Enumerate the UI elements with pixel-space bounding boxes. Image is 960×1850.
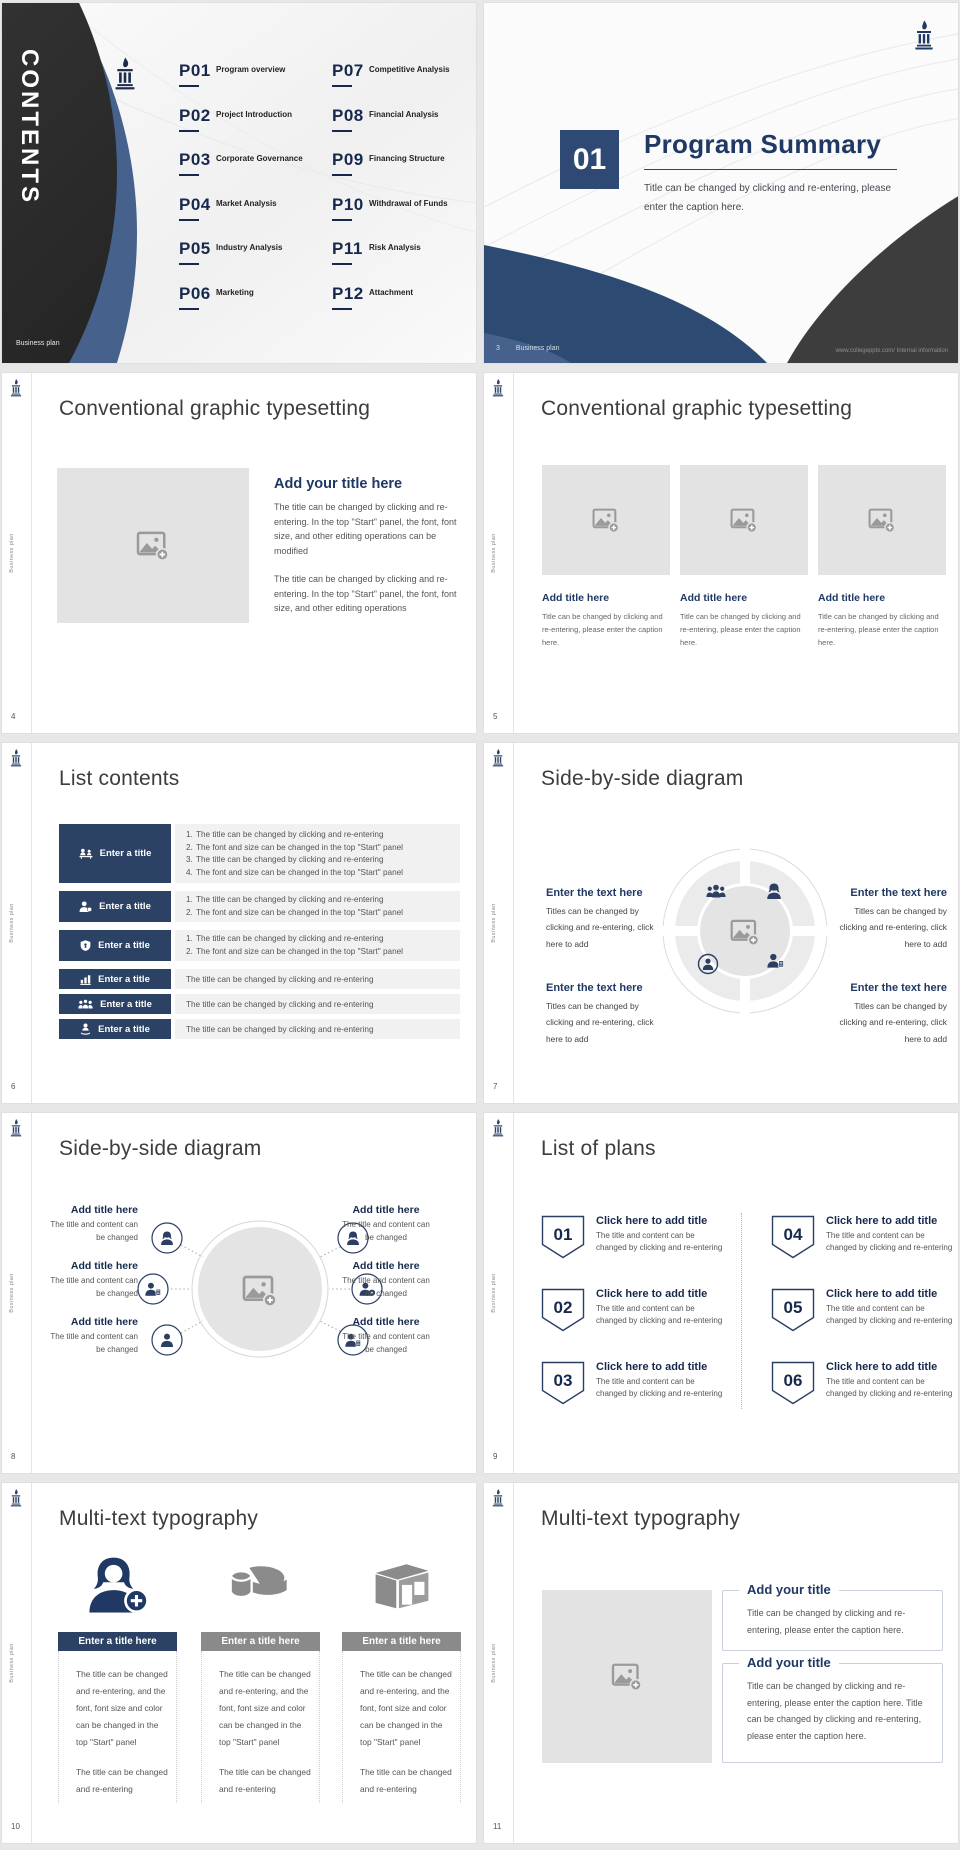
- text-block[interactable]: [50, 1316, 138, 1357]
- column-text: [342, 1651, 461, 1803]
- column-paragraph: The title can be changed and re-entering: [360, 1767, 452, 1794]
- block-caption: The title and content can be changed: [342, 1332, 430, 1354]
- list-line-text: The font and size can be changed in the top "Start" panel: [196, 907, 404, 917]
- enter-title-bar[interactable]: Enter a title here: [58, 1632, 177, 1651]
- text-block[interactable]: [50, 1204, 138, 1245]
- image-placeholder[interactable]: [542, 1590, 712, 1763]
- page-number: 4: [11, 712, 16, 721]
- block-caption: Titles can be changed by clicking and re-entering, click here to add: [839, 1001, 947, 1044]
- footer-business-plan: Business plan: [16, 340, 60, 347]
- block-caption: Titles can be changed by clicking and re-entering, click here to add: [546, 1001, 654, 1044]
- column-paragraph: The title can be changed and re-entering, and the font, font size and color can be changed in the top "Start" panel: [219, 1669, 311, 1747]
- block-title: Add title here: [70, 1204, 138, 1216]
- toc-label: Financing Structure: [369, 154, 445, 163]
- page-number: 7: [493, 1082, 498, 1091]
- column-paragraph: The title can be changed and re-entering, and the font, font size and color can be changed in the top "Start" panel: [76, 1669, 168, 1747]
- toc-number: P06: [179, 284, 324, 310]
- enter-title-bar[interactable]: Enter a title here: [201, 1632, 320, 1651]
- toc-column-left: [179, 61, 324, 328]
- slide-title: Multi-text typography: [59, 1507, 259, 1530]
- slide-multi-text-columns[interactable]: [1, 1482, 477, 1844]
- toc-item[interactable]: [179, 195, 324, 240]
- image-placeholder[interactable]: [680, 465, 808, 575]
- sidebar-business-plan-label: Business plan: [9, 1273, 15, 1313]
- list-line-text: The font and size can be changed in the top "Start" panel: [196, 946, 404, 956]
- list-row: [59, 994, 460, 1014]
- toc-item[interactable]: [179, 106, 324, 151]
- enter-title-button[interactable]: [59, 930, 171, 961]
- list-line-text: The title can be changed by clicking and re-entering: [196, 830, 384, 839]
- enter-title-bar[interactable]: Enter a title here: [342, 1632, 461, 1651]
- slide-title: List of plans: [541, 1137, 656, 1160]
- pie-cylinder-icon: [201, 1555, 320, 1611]
- button-label: Enter a title: [100, 998, 152, 1010]
- text-block[interactable]: [829, 887, 947, 952]
- toc-number: P10: [332, 195, 477, 221]
- block-title: Enter the text here: [850, 982, 947, 994]
- plan-caption: The title and content can be changed by clicking and re-entering: [596, 1377, 723, 1398]
- toc-label: Competitive Analysis: [369, 65, 450, 74]
- list-text-panel: 1. The title can be changed by clicking and re-entering 2. The font and size can be changed in the top "Start" panel: [175, 930, 460, 961]
- toc-item[interactable]: [332, 195, 477, 240]
- plan-item[interactable]: [826, 1288, 959, 1327]
- plan-number-badge: [541, 1361, 585, 1405]
- plan-item[interactable]: [596, 1288, 746, 1327]
- column-flame-logo-icon: [114, 57, 136, 91]
- toc-label: Industry Analysis: [216, 243, 283, 252]
- card-caption: Title can be changed by clicking and re-entering, please enter the caption here.: [680, 612, 801, 647]
- toc-label: Project Introduction: [216, 109, 292, 119]
- enter-title-button[interactable]: [59, 891, 171, 922]
- page-number: 5: [493, 712, 498, 721]
- svg-text:03: 03: [553, 1371, 573, 1390]
- toc-item[interactable]: [332, 61, 477, 106]
- image-placeholder-icon: [136, 531, 170, 561]
- block-title: Add title here: [352, 1316, 420, 1328]
- toc-number: P07: [332, 61, 477, 87]
- list-text-panel: [175, 1019, 460, 1039]
- block-caption: The title and content can be changed: [50, 1220, 138, 1242]
- plan-caption: The title and content can be changed by clicking and re-entering: [596, 1304, 723, 1325]
- section-title: Program Summary: [644, 129, 882, 159]
- slide-side-by-side-ring[interactable]: [483, 742, 959, 1104]
- plan-title: Click here to add title: [596, 1361, 708, 1373]
- list-line-text: The title can be changed by clicking and re-entering: [186, 1024, 374, 1034]
- column-paragraph: The title can be changed and re-entering, and the font, font size and color can be changed in the top "Start" panel: [360, 1669, 452, 1747]
- cover-vertical-title: CONTENTS: [16, 49, 43, 205]
- block-title: Add title here: [352, 1260, 420, 1272]
- sidebar-business-plan-label: Business plan: [491, 533, 497, 573]
- margin-divider: [31, 1483, 32, 1843]
- footer-site-info: www.collegepptx.com/ Internal information: [835, 348, 948, 354]
- plan-number-badge: [771, 1288, 815, 1332]
- svg-text:05: 05: [783, 1298, 803, 1317]
- toc-number: P01: [179, 61, 324, 87]
- list-line-text: The font and size can be changed in the top "Start" panel: [196, 842, 404, 852]
- text-frame[interactable]: [722, 1655, 943, 1763]
- block-caption: Titles can be changed by clicking and re-entering, click here to add: [546, 906, 654, 949]
- plan-number-badge: [541, 1288, 585, 1332]
- slide-title: Multi-text typography: [541, 1507, 741, 1530]
- toc-label: Market Analysis: [216, 198, 277, 208]
- page-number: 9: [493, 1452, 498, 1461]
- toc-number: P08: [332, 106, 477, 132]
- section-number-box: 01: [560, 130, 619, 189]
- list-line-text: The title can be changed by clicking and re-entering: [196, 895, 384, 904]
- slide-title: Conventional graphic typesetting: [59, 397, 371, 420]
- toc-item[interactable]: [332, 106, 477, 151]
- text-block[interactable]: [829, 982, 947, 1047]
- button-label: Enter a title: [99, 901, 151, 912]
- plan-item[interactable]: [826, 1215, 959, 1254]
- meeting-icon: [79, 848, 93, 859]
- toc-item[interactable]: [332, 239, 477, 284]
- enter-title-button[interactable]: [59, 994, 171, 1014]
- list-text-panel: 1. The title can be changed by clicking and re-entering 2. The font and size can be changed in the top "Start" panel 3. The title can be changed by clicking and re-entering 4. The font and size can be changed in the top "Start" panel: [175, 824, 460, 883]
- page-number: 6: [11, 1082, 16, 1091]
- column-flame-logo-icon: [492, 1119, 504, 1137]
- button-label: Enter a title: [99, 848, 152, 859]
- margin-divider: [513, 373, 514, 733]
- content-heading: Add your title here: [274, 476, 403, 492]
- margin-divider: [513, 743, 514, 1103]
- frame-title: Add your title: [739, 1655, 839, 1670]
- block-title: Add title here: [352, 1204, 420, 1216]
- toc-number: P03: [179, 150, 324, 176]
- plan-caption: The title and content can be changed by clicking and re-entering: [826, 1231, 953, 1252]
- list-line-text: The title can be changed by clicking and re-entering: [186, 999, 374, 1009]
- slide-list-of-plans[interactable]: [483, 1112, 959, 1474]
- card-title: Add title here: [818, 592, 886, 604]
- footer-business-plan: Business plan: [515, 345, 560, 352]
- toc-item[interactable]: [179, 61, 324, 106]
- slide-section-program-summary[interactable]: [483, 2, 959, 364]
- plan-title: Click here to add title: [596, 1288, 708, 1300]
- toc-number: P09: [332, 150, 477, 176]
- page-number: 10: [11, 1822, 20, 1831]
- block-caption: The title and content can be changed: [342, 1220, 430, 1242]
- image-placeholder[interactable]: [542, 465, 670, 575]
- sidebar-business-plan-label: Business plan: [491, 1273, 497, 1313]
- column-flame-logo-icon: [492, 749, 504, 767]
- list-row: [59, 969, 460, 989]
- plan-item[interactable]: [826, 1361, 959, 1400]
- list-line-text: The title can be changed by clicking and re-entering: [196, 934, 384, 943]
- sidebar-business-plan-label: Business plan: [491, 1643, 497, 1683]
- column-flame-logo-icon: [492, 1489, 504, 1507]
- slide-title: List contents: [59, 767, 180, 790]
- ring-diagram: [661, 847, 829, 1015]
- woman-add-icon: [58, 1555, 177, 1613]
- block-title: Add title here: [70, 1260, 138, 1272]
- toc-item[interactable]: [179, 150, 324, 195]
- toc-number: P04: [179, 195, 324, 221]
- toc-column-right: [332, 61, 477, 328]
- toc-item[interactable]: [332, 150, 477, 195]
- column-flame-logo-icon: [10, 749, 22, 767]
- plan-caption: The title and content can be changed by clicking and re-entering: [826, 1304, 953, 1325]
- content-paragraph: The title can be changed by clicking and re-entering. In the top "Start" panel, the font, font size, and other editing operations: [274, 574, 457, 614]
- plan-title: Click here to add title: [826, 1215, 938, 1227]
- image-placeholder-icon: [730, 508, 758, 533]
- sidebar-business-plan-label: Business plan: [9, 903, 15, 943]
- slide-conventional-typesetting-3[interactable]: [483, 372, 959, 734]
- slide-title: Side-by-side diagram: [541, 767, 744, 790]
- button-label: Enter a title: [98, 973, 150, 985]
- frame-title: Add your title: [739, 1582, 839, 1597]
- toc-label: Withdrawal of Funds: [369, 198, 448, 208]
- svg-text:04: 04: [783, 1225, 803, 1244]
- margin-divider: [31, 743, 32, 1103]
- svg-text:02: 02: [553, 1298, 573, 1317]
- plan-caption: The title and content can be changed by clicking and re-entering: [596, 1231, 723, 1252]
- list-text-panel: [175, 969, 460, 989]
- list-line-text: The title can be changed by clicking and re-entering: [196, 855, 384, 865]
- column-text: [58, 1651, 177, 1803]
- toc-number: P11: [332, 239, 477, 265]
- margin-divider: [31, 373, 32, 733]
- plan-caption: The title and content can be changed by clicking and re-entering: [826, 1377, 953, 1398]
- column-text: [201, 1651, 320, 1803]
- list-row: [59, 1019, 460, 1039]
- card-caption: Title can be changed by clicking and re-entering, please enter the caption here.: [818, 612, 939, 647]
- frame-caption: Title can be changed by clicking and re-entering, please enter the caption here.: [747, 1608, 906, 1635]
- toc-label: Marketing: [216, 287, 254, 297]
- button-label: Enter a title: [98, 940, 150, 951]
- enter-title-button[interactable]: [59, 1019, 171, 1039]
- block-caption: The title and content can be changed: [342, 1276, 430, 1298]
- block-caption: Titles can be changed by clicking and re-entering, click here to add: [839, 906, 947, 949]
- text-block[interactable]: [342, 1316, 430, 1357]
- slide-title: Conventional graphic typesetting: [541, 397, 853, 420]
- page-number: 3: [496, 345, 500, 352]
- content-paragraph: The title can be changed by clicking and re-entering. In the top "Start" panel, the font, font size, and other editing operations can be modified: [274, 502, 457, 556]
- sidebar-business-plan-label: Business plan: [491, 903, 497, 943]
- plan-title: Click here to add title: [596, 1215, 708, 1227]
- block-title: Enter the text here: [546, 887, 643, 899]
- card-caption: Title can be changed by clicking and re-entering, please enter the caption here.: [542, 612, 663, 647]
- toc-label: Program overview: [216, 65, 286, 74]
- column-paragraph: The title can be changed and re-entering: [219, 1767, 311, 1794]
- toc-label: Attachment: [369, 287, 414, 297]
- building-icon: [342, 1555, 461, 1613]
- image-placeholder-icon: [611, 1663, 643, 1691]
- column-paragraph: The title can be changed and re-entering: [76, 1767, 168, 1794]
- support-icon: [80, 1023, 91, 1035]
- card-title: Add title here: [542, 592, 610, 604]
- list-row: [59, 930, 460, 961]
- slide-contents-cover[interactable]: [1, 2, 477, 364]
- team-icon: [78, 999, 93, 1009]
- list-row: [59, 824, 460, 883]
- block-caption: The title and content can be changed: [50, 1276, 138, 1298]
- footer-left: [496, 345, 560, 352]
- toc-item[interactable]: [179, 239, 324, 284]
- section-caption: Title can be changed by clicking and re-entering, please enter the caption here.: [644, 183, 892, 213]
- toc-label: Corporate Governance: [216, 154, 303, 163]
- text-block[interactable]: [546, 982, 664, 1047]
- image-placeholder[interactable]: [57, 468, 249, 623]
- shield-icon: [80, 940, 91, 951]
- slide-conventional-typesetting-1[interactable]: [1, 372, 477, 734]
- list-text-panel: [175, 994, 460, 1014]
- title-underline: [644, 169, 897, 170]
- toc-number: P12: [332, 284, 477, 310]
- plan-item[interactable]: [596, 1215, 746, 1254]
- list-line-text: The font and size can be changed in the top "Start" panel: [196, 867, 404, 877]
- block-title: Add title here: [70, 1316, 138, 1328]
- column-flame-logo-icon: [10, 1489, 22, 1507]
- block-title: Enter the text here: [850, 887, 947, 899]
- toc-item[interactable]: [332, 284, 477, 329]
- plan-title: Click here to add title: [826, 1361, 938, 1373]
- plan-number-badge: [541, 1215, 585, 1259]
- margin-divider: [513, 1113, 514, 1473]
- slide-list-contents[interactable]: [1, 742, 477, 1104]
- svg-text:06: 06: [783, 1371, 803, 1390]
- text-frame[interactable]: [722, 1582, 943, 1651]
- list-line-text: The title can be changed by clicking and re-entering: [186, 974, 374, 984]
- sidebar-business-plan-label: Business plan: [9, 533, 15, 573]
- text-block[interactable]: [342, 1260, 430, 1301]
- margin-divider: [513, 1483, 514, 1843]
- image-placeholder-icon: [868, 508, 896, 533]
- toc-item[interactable]: [179, 284, 324, 329]
- plan-number-badge: [771, 1215, 815, 1259]
- text-block[interactable]: [546, 887, 664, 952]
- page-number: 8: [11, 1452, 16, 1461]
- enter-title-button[interactable]: [59, 824, 171, 883]
- toc-label: Risk Analysis: [369, 243, 421, 252]
- list-row: [59, 891, 460, 922]
- button-label: Enter a title: [98, 1023, 150, 1035]
- text-block[interactable]: [50, 1260, 138, 1301]
- plan-title: Click here to add title: [826, 1288, 938, 1300]
- image-placeholder-icon: [592, 508, 620, 533]
- toc-number: P02: [179, 106, 324, 132]
- slide-side-by-side-hub[interactable]: [1, 1112, 477, 1474]
- slide-multi-text-image[interactable]: [483, 1482, 959, 1844]
- toc-label: Financial Analysis: [369, 109, 439, 119]
- person-add-icon: [79, 901, 92, 912]
- bar-chart-icon: [80, 974, 91, 985]
- toc-number: P05: [179, 239, 324, 265]
- block-caption: The title and content can be changed: [50, 1332, 138, 1354]
- card-title: Add title here: [680, 592, 748, 604]
- plan-number-badge: [771, 1361, 815, 1405]
- block-title: Enter the text here: [546, 982, 643, 994]
- text-block[interactable]: [342, 1204, 430, 1245]
- sidebar-business-plan-label: Business plan: [9, 1643, 15, 1683]
- column-flame-logo-icon: [914, 20, 934, 51]
- frame-caption: Title can be changed by clicking and re-entering, please enter the caption here. Title can be changed by clicking and re-entering, please enter the caption here.: [747, 1681, 923, 1741]
- page-number: 11: [493, 1822, 502, 1831]
- slide-title: Side-by-side diagram: [59, 1137, 262, 1160]
- list-text-panel: 1. The title can be changed by clicking and re-entering 2. The font and size can be changed in the top "Start" panel: [175, 891, 460, 922]
- image-placeholder[interactable]: [818, 465, 946, 575]
- plan-item[interactable]: [596, 1361, 746, 1400]
- svg-text:01: 01: [553, 1225, 573, 1244]
- enter-title-button[interactable]: [59, 969, 171, 989]
- column-flame-logo-icon: [492, 379, 504, 397]
- column-flame-logo-icon: [10, 379, 22, 397]
